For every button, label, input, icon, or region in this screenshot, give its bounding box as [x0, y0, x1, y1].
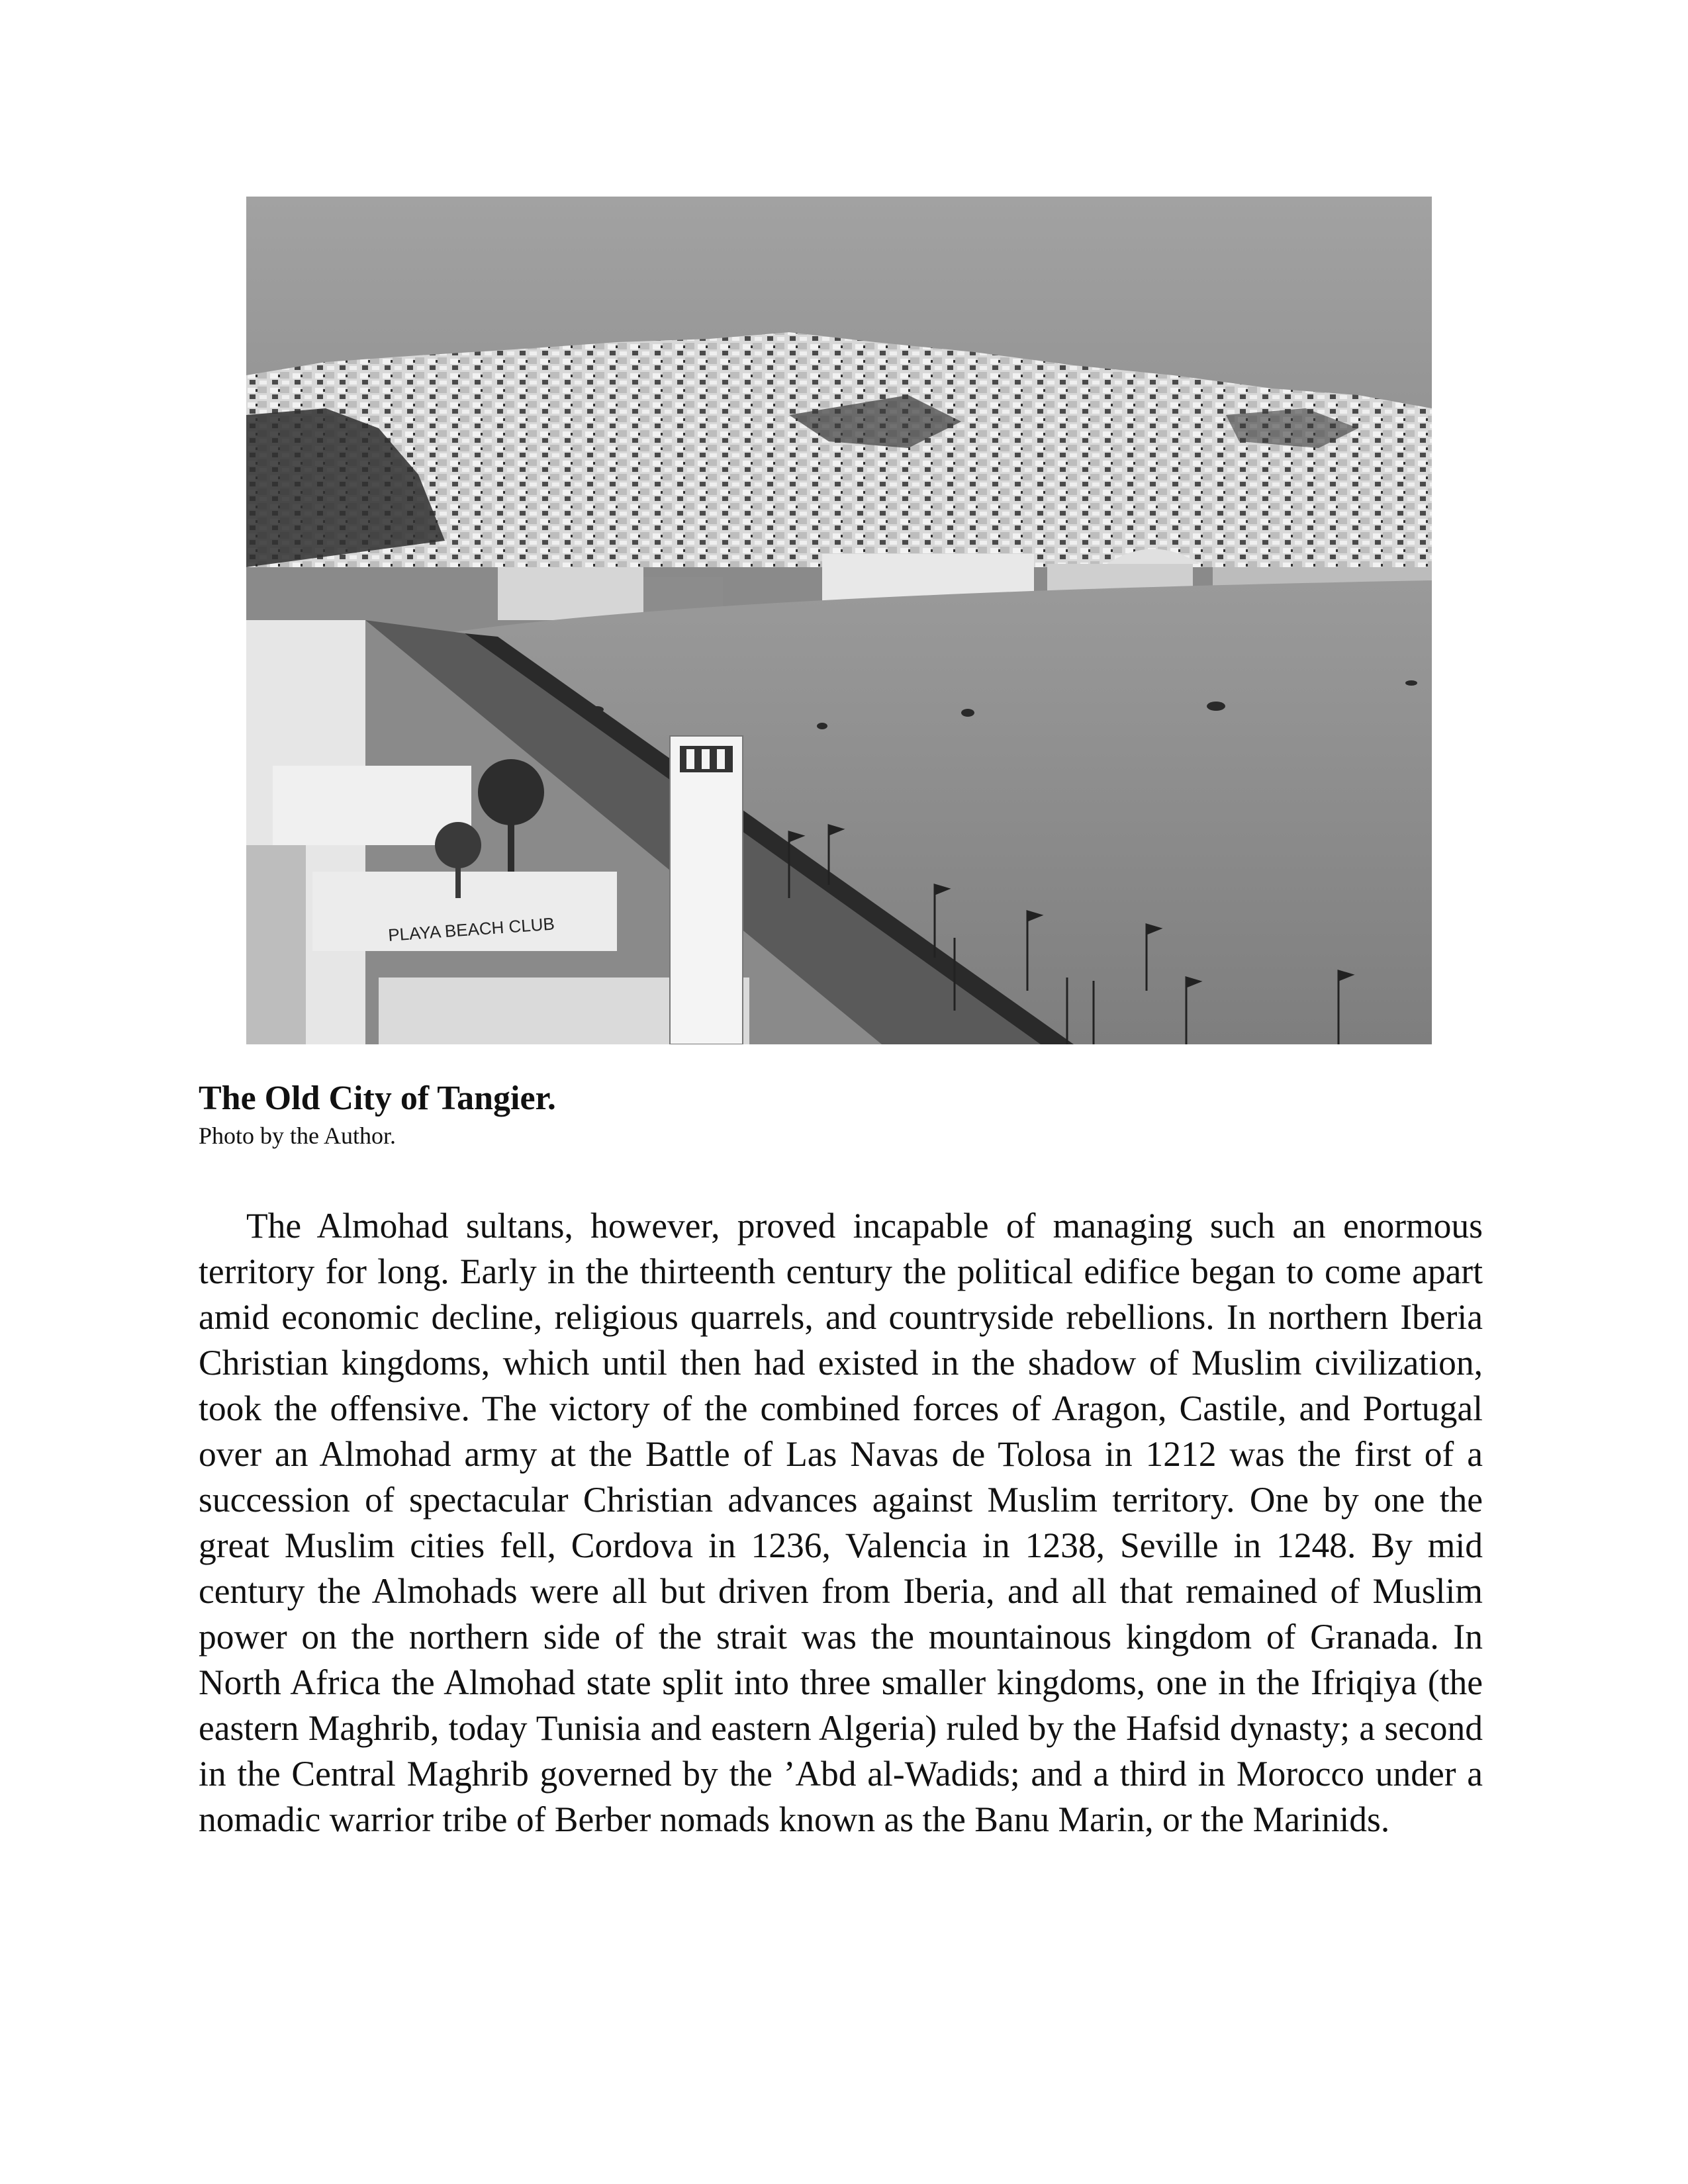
- lifeguard-tower: [670, 736, 743, 1044]
- tangier-photo: [246, 197, 1432, 1044]
- tangier-photo-illustration: [246, 197, 1432, 1044]
- photo-credit: Photo by the Author.: [199, 1122, 397, 1149]
- body-paragraph: The Almohad sultans, however, proved incapable of managing such an enormous territory for long. Early in the thirteenth century the political edifice began to come apart amid economic decline, religious quarrels, and countryside rebellions. In northern Iberia Christian kingdoms, which until then had existed in the shadow of Muslim civilization, took the offensive. The victory of the combined forces of Aragon, Castile, and Portugal over an Almohad army at the Battle of Las Navas de Tolosa in 1212 was the first of a succession of spectacular Christian advances against Muslim territory. One by one the great Muslim cities fell, Cordova in 1236, Valencia in 1238, Seville in 1248. By mid century the Almohads were all but driven from Iberia, and all that remained of Muslim power on the northern side of the strait was the mountainous kingdom of Granada. In North Africa the Almohad state split into three smaller kingdoms, one in the Ifriqiya (the eastern Maghrib, today Tunisia and eastern Algeria) ruled by the Hafsid dynasty; a second in the Central Maghrib governed by the ’Abd al-Wadids; and a third in Morocco under a nomadic warrior tribe of Berber nomads known as the Banu Marin, or the Marinids.: [199, 1206, 1483, 1839]
- waterfront-building: [498, 567, 643, 620]
- beach-club-sign: PLAYA BEACH CLUB: [387, 913, 555, 945]
- caption-title: The Old City of Tangier.: [199, 1079, 556, 1117]
- figure-caption: [199, 1077, 1489, 1152]
